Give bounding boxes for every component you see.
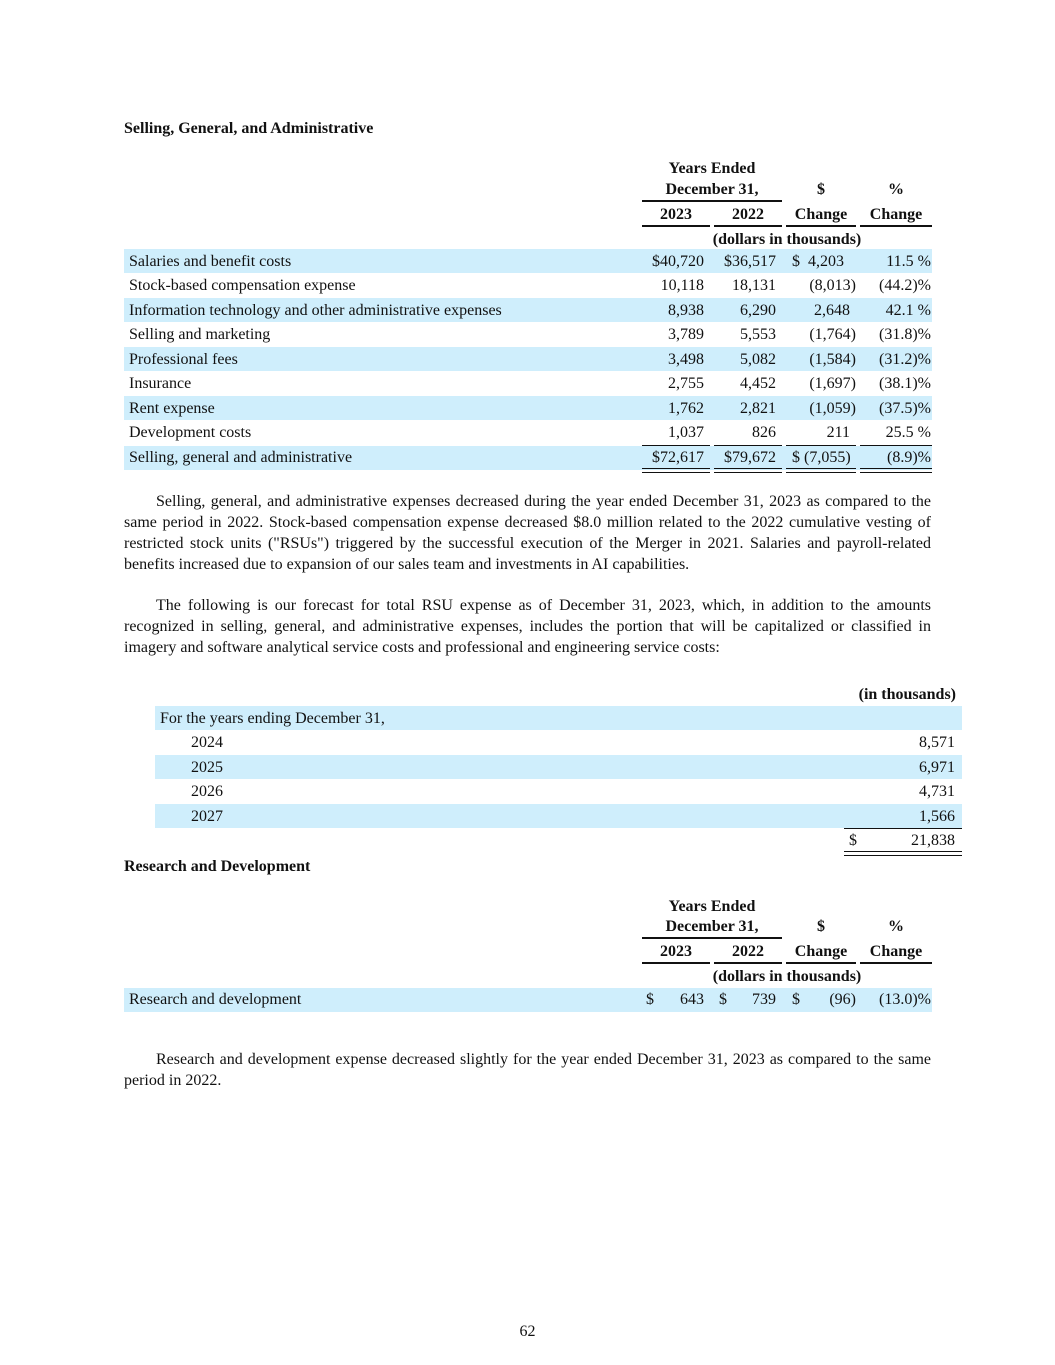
row-label: Rent expense <box>129 400 215 417</box>
rsu-year: 2026 <box>191 783 223 800</box>
header-rule <box>642 200 782 202</box>
rsu-amount: 1,566 <box>919 808 955 825</box>
value-2022: 6,290 <box>740 302 776 319</box>
value-dollar-change: (96) <box>829 991 856 1008</box>
sga-header-2022: 2022 <box>732 206 764 223</box>
rsu-year: 2027 <box>191 808 223 825</box>
rnd-header-december: December 31, <box>665 918 759 935</box>
rnd-paragraph <box>124 1049 931 1091</box>
rsu-label-row: For the years ending December 31, <box>160 710 385 727</box>
value-dollar-change: (1,584) <box>809 351 856 368</box>
rnd-header-2023: 2023 <box>660 943 692 960</box>
rsu-year: 2025 <box>191 759 223 776</box>
header-rule <box>786 962 856 964</box>
page-number: 62 <box>519 1323 536 1340</box>
value-2022: 5,082 <box>740 351 776 368</box>
value-2023: 643 <box>680 991 704 1008</box>
value-pct-change: (37.5)% <box>879 400 931 417</box>
value-2022: 18,131 <box>732 277 776 294</box>
value-dollar-change: (1,697) <box>809 375 856 392</box>
value-pct-change: (31.2)% <box>879 351 931 368</box>
rsu-amount: 8,571 <box>919 734 955 751</box>
currency-change: $ <box>792 991 800 1008</box>
value-2023: 1,762 <box>668 400 704 417</box>
row-label: Stock-based compensation expense <box>129 277 356 294</box>
value-2022: 826 <box>752 424 776 441</box>
row-label: Insurance <box>129 375 192 392</box>
total-double-rule <box>844 851 962 856</box>
row-label: Research and development <box>129 991 302 1008</box>
header-rule <box>714 962 782 964</box>
sga-heading: Selling, General, and Administrative <box>124 120 374 137</box>
value-dollar-change: 211 <box>826 424 850 441</box>
total-double-rule <box>786 468 856 473</box>
value-2022: 739 <box>752 991 776 1008</box>
rsu-amount: 6,971 <box>919 759 955 776</box>
value-dollar-change: $ 4,203 <box>792 253 844 270</box>
sga-units: (dollars in thousands) <box>712 231 862 248</box>
sga-paragraph <box>124 491 931 575</box>
value-2022: 2,821 <box>740 400 776 417</box>
rsu-intro-text: The following is our forecast for total RSU expense as of December 31, 2023, which, in addition to the amounts recognized in selling, general, and administrative expenses, includes the portion that will be capitalized or classified in imagery and software analytical service costs and professional and engineering service costs: <box>124 597 931 656</box>
value-2022: $79,672 <box>724 449 776 466</box>
total-double-rule <box>714 468 782 473</box>
value-pct-change: (38.1)% <box>879 375 931 392</box>
value-pct-change: 42.1 % <box>885 302 931 319</box>
value-2023: 8,938 <box>668 302 704 319</box>
header-rule <box>860 225 932 227</box>
value-dollar-change: $ (7,055) <box>792 449 851 466</box>
value-2023: $72,617 <box>652 449 704 466</box>
sga-header-2023: 2023 <box>660 206 692 223</box>
sga-paragraph-text: Selling, general, and administrative expenses decreased during the year ended December 31, 2023 as compared to the same period in 2022. Stock-based compensation expense decreased $8.0 million related to the 2022 cumulative vesting of restricted stock units ("RSUs") triggered by the successful execution of the Merger in 2021. Salaries and payroll-related benefits increased due to expansion of our sales team and investments in AI capabilities. <box>124 493 931 573</box>
rnd-header-dollar: $ <box>817 918 825 935</box>
value-dollar-change: (1,764) <box>809 326 856 343</box>
header-rule <box>860 962 932 964</box>
rsu-amount: 4,731 <box>919 783 955 800</box>
rsu-total-currency: $ <box>849 832 857 849</box>
value-dollar-change: 2,648 <box>814 302 850 319</box>
value-2022: $36,517 <box>724 253 776 270</box>
value-pct-change: (13.0)% <box>879 991 931 1008</box>
value-2022: 5,553 <box>740 326 776 343</box>
header-rule <box>642 225 710 227</box>
row-label: Salaries and benefit costs <box>129 253 292 270</box>
total-double-rule <box>860 468 932 473</box>
rnd-header-pct: % <box>888 918 904 935</box>
rnd-header-pct-change: Change <box>869 943 923 960</box>
row-label: Professional fees <box>129 351 238 368</box>
value-2023: 10,118 <box>660 277 704 294</box>
value-2023: 3,789 <box>668 326 704 343</box>
value-pct-change: (44.2)% <box>879 277 931 294</box>
header-rule <box>642 962 710 964</box>
value-2023: 2,755 <box>668 375 704 392</box>
rsu-year: 2024 <box>191 734 223 751</box>
sga-header-dollar: $ <box>817 181 825 198</box>
value-2023: $40,720 <box>652 253 704 270</box>
sga-header-pct: % <box>888 181 904 198</box>
currency-2022: $ <box>719 991 727 1008</box>
sga-header-pct-change: Change <box>869 206 923 223</box>
rsu-total: 21,838 <box>911 832 955 849</box>
row-label: Development costs <box>129 424 252 441</box>
rnd-heading: Research and Development <box>124 858 311 875</box>
sga-header-december: December 31, <box>665 181 759 198</box>
row-label: Selling and marketing <box>129 326 271 343</box>
header-rule <box>714 225 782 227</box>
rnd-header-2022: 2022 <box>732 943 764 960</box>
value-dollar-change: (8,013) <box>809 277 856 294</box>
row-label: Information technology and other administrative expenses <box>129 302 502 319</box>
value-2022: 4,452 <box>740 375 776 392</box>
sga-header-dollar-change: Change <box>794 206 848 223</box>
value-pct-change: (8.9)% <box>887 449 931 466</box>
value-2023: 1,037 <box>668 424 704 441</box>
value-pct-change: 25.5 % <box>885 424 931 441</box>
header-rule <box>642 937 782 939</box>
currency-2023: $ <box>646 991 654 1008</box>
total-double-rule <box>642 468 710 473</box>
value-dollar-change: (1,059) <box>809 400 856 417</box>
rnd-units: (dollars in thousands) <box>712 968 862 985</box>
value-2023: 3,498 <box>668 351 704 368</box>
rsu-intro-paragraph <box>124 595 931 658</box>
value-pct-change: 11.5 % <box>886 253 931 270</box>
rnd-header-dollar-change: Change <box>794 943 848 960</box>
row-label: Selling, general and administrative <box>129 449 353 466</box>
value-pct-change: (31.8)% <box>879 326 931 343</box>
sga-header-years-ended: Years Ended <box>668 160 756 177</box>
rnd-paragraph-text: Research and development expense decreased slightly for the year ended December 31, 2023 as compared to the same period in 2022. <box>124 1051 931 1089</box>
rnd-header-years-ended: Years Ended <box>668 898 756 915</box>
header-rule <box>786 225 856 227</box>
rsu-units: (in thousands) <box>858 686 956 703</box>
